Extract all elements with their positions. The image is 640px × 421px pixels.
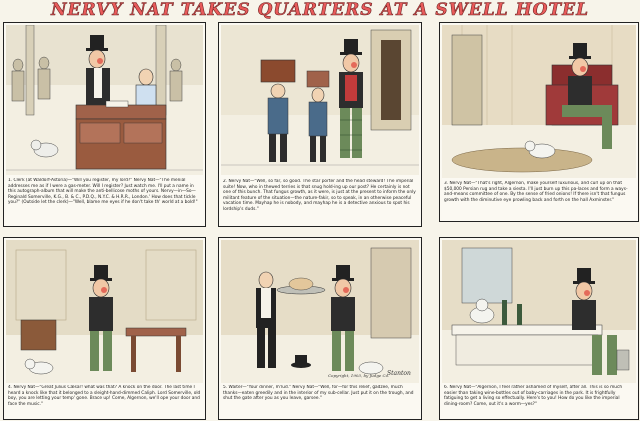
panel-6-caption: 6. Nervy Nat—"Algernon, I feel rather ashamed of myself, after all. This is so much easier than taking wine-bottles out of baby-carriages in the park. It is frightfully fatiguing to get a living so effectually. Here's to you! How do you like the imperial dining-room? Come, out it's a worm—yes?" [444,385,623,407]
panel-6 [439,237,639,420]
panel-1-illustration [6,25,203,175]
comic-title: NERVY NAT TAKES QUARTERS AT A SWELL HOTEL [50,0,590,20]
panel-5-illustration [221,240,419,383]
panel-4-caption: 4. Nervy Nat—"Great Julius Cæsar! what was that? A knock on the door. The last time I heard a knock like that it belonged to a sleight-hand-dimmed Caliph. Lord Somerville, old boy, you are letting your temp' gone. Brace up! Come, Algernon, we'll ope your door and face the music." [8,385,201,407]
panel-2-caption: 2. Nervy Nat—"Well, so far, so good. The star porter and the head steward! The imperial suite! Now, who in thewed terries is that snug hold-ing up our post? He certainly is not one of this bunch. That fungus growth, as it were, is just at the present to inform the only militant feature of the situation—the nature-fakir, so to speak, in an otherwise peaceful vacation time. Mayhap he is nobody, and mayhap he is a detective anxious to spot his lordship's duds." [223,179,416,212]
panel-3-caption: 3. Nervy Nat—"That's right, Algernon, make yourself luxurious, and curl up on that $50,000 Persian rug and take a siesta. I'll just burn up this pa-laces and form a ways-and-means committee of one. By the sense of fried onions! If there isn't that fungus growth with the diminutive eye prowling back and forth on the hall Axminster." [444,181,628,203]
panel-2 [218,22,422,227]
panel-3-illustration [442,25,636,178]
panel-1 [3,22,206,227]
panel-1-caption: 1. Clerk (at Waldorf-Astoria)—"Will you register, my lord?" Nervy Nat—"The menial addresses me as if I were a gas-meter. Will I register? Just watch me. I'll put a name in this autograph-album that will make the anti-bellicose moths of yours. Nervy—in—So—Reginald Somerville, K.G., B. & C., P.D.Q., N.Y.C. & H.R.R., London.' How does that tickle you?" (Outside let the clerk)—"Well, blame me eyes if he don't take th' world at a bold!" [8,178,198,206]
panel-3 [439,22,639,222]
panel-4 [3,237,206,420]
artist-signature: Stanton [387,370,411,377]
panel-2-illustration [221,25,419,175]
panel-5-caption: 5. Waiter—"Your dinner, m'lud." Nervy Nat—"Well, for—for this relief, gadzee, much thanks—eaten greedily and in the interior of my sub-cellar. Just put it on the trough, and shut the gate after you as you leave, garsee." [223,385,414,402]
copyright-notice: Copyright, 1903, by Judge Co. [328,373,390,378]
panel-6-illustration [442,240,636,383]
panel-4-illustration [6,240,203,383]
panel-5 [218,237,422,420]
